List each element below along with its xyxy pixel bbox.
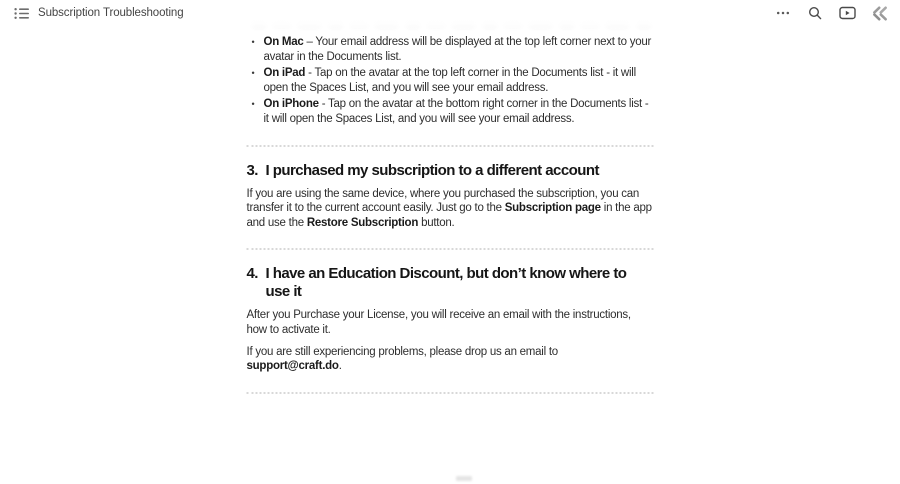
bullet-marker: • bbox=[251, 68, 255, 79]
table-of-contents-icon[interactable] bbox=[12, 4, 30, 22]
present-slideshow-icon[interactable] bbox=[838, 4, 856, 22]
section-divider bbox=[247, 248, 654, 250]
bullet-text: On iPad - Tap on the avatar at the top left corner in the Documents list - it will open the Spaces List, and you will see your email address. bbox=[263, 67, 636, 94]
list-item bbox=[247, 35, 654, 64]
bullet-marker: • bbox=[251, 99, 255, 110]
section-number: 4. bbox=[246, 265, 258, 283]
section-heading-3 bbox=[247, 162, 654, 180]
section-heading-4 bbox=[247, 265, 654, 301]
bullet-marker: • bbox=[251, 37, 255, 47]
bullet-list bbox=[247, 35, 654, 127]
bullet-text: On iPhone - Tap on the avatar at the bottom right corner in the Documents list - it will open the Spaces List, and you will see your email address. bbox=[263, 98, 649, 125]
bullet-text: On Mac – Your email address will be displayed at the top left corner next to your avatar in the Documents list. bbox=[263, 36, 652, 63]
footer-mark bbox=[456, 476, 472, 481]
craft-logo-icon[interactable] bbox=[870, 4, 888, 22]
paragraph: If you are using the same device, where you purchased the subscription, you can transfer it to the current account easily. Just go to the Subscription page in the app and use the Restore Subscription button. bbox=[246, 187, 652, 229]
list-item bbox=[247, 66, 654, 95]
section-title: I have an Education Discount, but don’t know where to use it bbox=[265, 265, 627, 301]
document-title: Subscription Troubleshooting bbox=[38, 7, 184, 19]
toolbar bbox=[0, 0, 900, 30]
section-title: I purchased my subscription to a different account bbox=[265, 161, 599, 179]
section-number: 3. bbox=[246, 161, 258, 179]
paragraph: After you Purchase your License, you will receive an email with the instructions, how to activate it. bbox=[246, 309, 631, 336]
search-icon[interactable] bbox=[806, 4, 824, 22]
document-body bbox=[247, 0, 654, 394]
section-divider bbox=[247, 145, 654, 147]
section-divider bbox=[247, 392, 654, 394]
list-item bbox=[247, 97, 654, 126]
more-options-icon[interactable] bbox=[774, 4, 792, 22]
paragraph: If you are still experiencing problems, please drop us an email to support@craft.do. bbox=[246, 345, 558, 373]
